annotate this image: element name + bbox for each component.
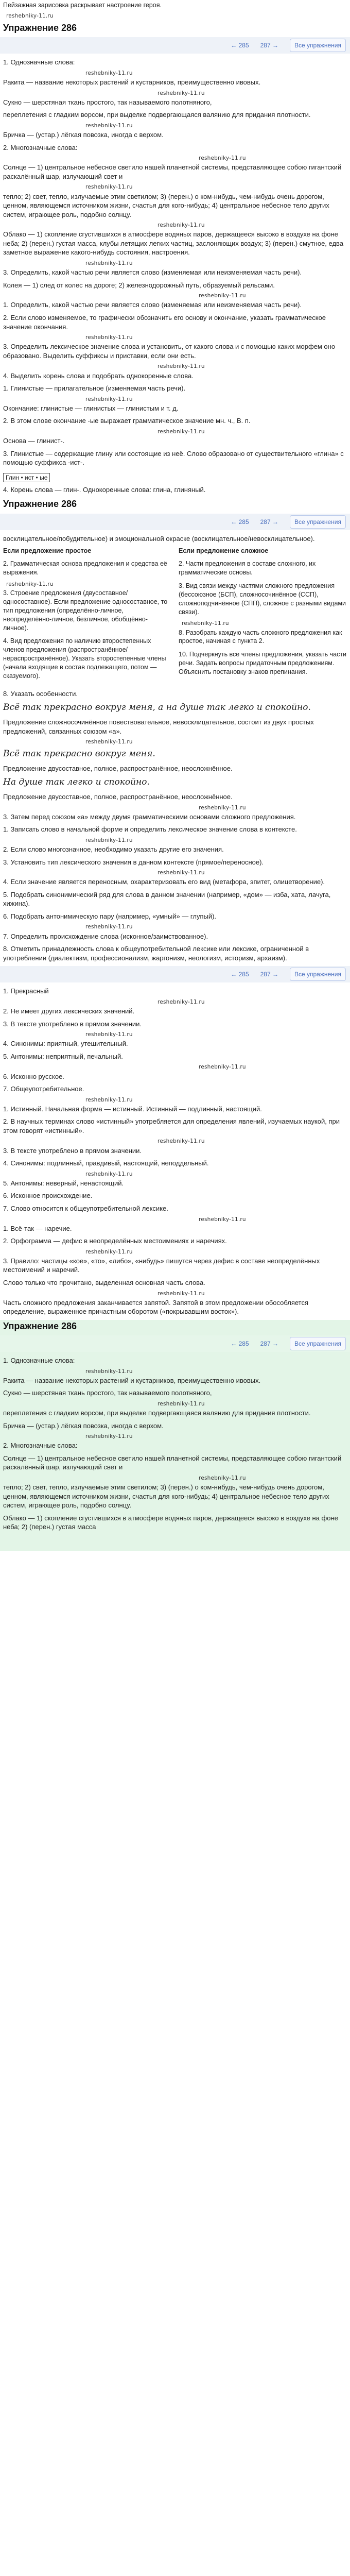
watermark: reshebniky-11.ru: [157, 1138, 205, 1145]
prev-exercise-link[interactable]: ← 285: [231, 1340, 249, 1348]
text-line: тепло; 2) свет, тепло, излучаемые этим светилом; 3) (перен.) о ком-нибудь, чем-нибудь очень дорогом, ценном, являющемся источником жизни, счастья для кого-нибудь; 4) центральное небесное тело других систем, играющее роль, подобно солнцу.: [3, 1483, 329, 1510]
exercise-nav: [0, 37, 350, 54]
exercise-title: Упражнение 286: [3, 23, 77, 33]
watermark: reshebniky-11.ru: [85, 739, 133, 745]
simple-sentence-column: [3, 547, 171, 685]
watermark: reshebniky-11.ru: [6, 581, 54, 587]
text-line: Сукно — шерстяная ткань простого, так называемого полотняного,: [3, 98, 212, 106]
watermark: reshebniky-11.ru: [199, 1475, 246, 1482]
watermark: reshebniky-11.ru: [199, 804, 246, 811]
text-line: Облако — 1) скопление сгустившихся в атмосфере водяных паров, держащееся высоко в воздухе на фоне неба; 2) (перен.) густая масса: [3, 1514, 338, 1531]
text-line: 2. Если слово многозначное, необходимо указать другие его значения.: [3, 845, 224, 853]
text-line: 3. Глинистые — содержащие глину или состоящие из неё. Слово образовано от существительного «глина» с помощью суффикса -ист-.: [3, 449, 344, 467]
watermark: reshebniky-11.ru: [182, 620, 229, 627]
text-line: 10. Подчеркнуть все члены предложения, указать части речи. Задать вопросы придаточным предложениям. Объяснить постановку знаков препинания.: [179, 651, 347, 676]
text-line: тепло; 2) свет, тепло, излучаемые этим светилом; 3) (перен.) о ком-нибудь, чем-нибудь очень дорогом, ценном, являющемся источником жизни, счастья для кого-нибудь; 4) центральное небесное тело других систем, играющее роль, подобно солнцу.: [3, 192, 329, 218]
exercise-section-1: [3, 22, 347, 494]
text-line: 6. Подобрать антонимическую пару (например, «умный» — глупый).: [3, 912, 217, 920]
text-line: 1. Глинистые — прилагательное (изменяемая часть речи).: [3, 384, 186, 393]
watermark: reshebniky-11.ru: [157, 363, 205, 370]
exercise-title: Упражнение 286: [3, 499, 77, 510]
watermark: reshebniky-11.ru: [85, 1368, 133, 1375]
text-line: 5. Антонимы: неверный, ненастоящий.: [3, 1179, 124, 1187]
text-line: Облако — 1) скопление сгустившихся в атмосфере водяных паров, держащееся высоко в воздухе на фоне неба; 2) (перен.) густая масса, клубы летящих легких частиц, заслоняющих воздух; 3) (перен.) смутное, едва заметное выражение какого-нибудь состояния, настроения.: [3, 230, 344, 257]
exercise-section-2: [3, 498, 347, 962]
watermark: reshebniky-11.ru: [85, 1171, 133, 1177]
text-line: Солнце — 1) центральное небесное светило нашей планетной системы, представляющее собою гигантский раскалённый шар, излучающий свет и: [3, 1454, 342, 1471]
text-line: 7. Определить происхождение слова (исконное/заимствованное).: [3, 932, 208, 940]
text-line: 1. Прекрасный: [3, 987, 49, 995]
watermark: reshebniky-11.ru: [85, 1096, 133, 1103]
text-line: 7. Слово относится к общеупотребительной лексике.: [3, 1204, 168, 1212]
watermark: reshebniky-11.ru: [85, 260, 133, 267]
text-line: Солнце — 1) центральное небесное светило нашей планетной системы, представляющее собою гигантский раскалённый шар, излучающий свет и: [3, 163, 342, 180]
text-line: 5. Подобрать синонимический ряд для слова в данном значении (например, «дом» — изба, хата, лачуга, хижина).: [3, 890, 331, 908]
text-line: Ракита — название некоторых растений и кустарников, преимущественно ивовых.: [3, 1376, 261, 1384]
prev-exercise-link[interactable]: ← 285: [231, 518, 249, 526]
all-exercises-button[interactable]: Все упражнения: [290, 39, 346, 52]
text-line: 1. Истинный. Начальная форма — истинный. Истинный — подлинный, настоящий.: [3, 1105, 262, 1113]
text-line: 1. Однозначные слова:: [3, 1357, 75, 1365]
text-line: 3. В тексте употреблено в прямом значении.: [3, 1020, 142, 1028]
handwritten-sentence: На душе так легко и спокойно.: [3, 777, 150, 788]
text-line: Предложение двусоставное, полное, распространённое, неосложнённое.: [3, 764, 233, 772]
text-line: 2. Грамматическая основа предложения и средства её выражения.: [3, 560, 167, 577]
text-line: 3. Определить, какой частью речи является слово (изменяемая или неизменяемая часть речи).: [3, 268, 302, 277]
watermark: reshebniky-11.ru: [85, 184, 133, 191]
watermark: reshebniky-11.ru: [199, 1064, 246, 1071]
text-line: 3. Определить лексическое значение слова и установить, от какого слова и с помощью каких морфем оно образовано. Выделить суффиксы и приставки, если они есть.: [3, 343, 336, 360]
exercise-title: Упражнение 286: [3, 1320, 77, 1331]
text-line: 8. Разобрать каждую часть сложного предложения как простое, начиная с пункта 2.: [179, 629, 342, 645]
text-line: 4. Вид предложения по наличию второстепенных членов предложения (распространённое/нераспространённое). Указать второстепенные члены (начала входящие в состав подлежащего, потом — сказуемого).: [3, 637, 166, 680]
text-line: 3. В тексте употреблено в прямом значении.: [3, 1146, 142, 1155]
exercise-nav: [0, 966, 350, 982]
watermark: reshebniky-11.ru: [157, 870, 205, 876]
text-line: Бричка — (устар.) лёгкая повозка, иногда с верхом.: [3, 1421, 164, 1430]
prev-exercise-link[interactable]: ← 285: [231, 42, 249, 49]
watermark: reshebniky-11.ru: [157, 1290, 205, 1297]
text-line: 2. Части предложения в составе сложного, их грамматические основы.: [179, 560, 316, 577]
complex-sentence-column: [179, 547, 347, 685]
watermark: reshebniky-11.ru: [85, 1031, 133, 1038]
all-exercises-button[interactable]: Все упражнения: [290, 1337, 346, 1350]
text-line: 1. Определить, какой частью речи является слово (изменяемая или неизменяемая часть речи).: [3, 301, 302, 309]
text-line: Предложение сложносочинённое повествовательное, невосклицательное, состоит из двух простых предложений, связанных союзом «а».: [3, 718, 314, 735]
text-line: 2. В этом слове окончание -ые выражает грамматическое значение мн. ч., В. п.: [3, 417, 251, 425]
watermark: reshebniky-11.ru: [85, 1248, 133, 1255]
next-exercise-link[interactable]: 287 →: [260, 518, 278, 526]
prev-exercise-link[interactable]: ← 285: [231, 971, 249, 978]
text-line: Основа — глинист-.: [3, 437, 65, 445]
text-line: 5. Антонимы: неприятный, печальный.: [3, 1052, 123, 1060]
text-line: 4. Если значение является переносным, охарактеризовать его вид (метафора, эпитет, олицетворение).: [3, 878, 325, 886]
watermark: reshebniky-11.ru: [157, 998, 205, 1005]
watermark: reshebniky-11.ru: [199, 293, 246, 299]
text-line: 2. Орфограмма — дефис в неопределённых местоимениях и наречиях.: [3, 1237, 227, 1245]
text-line: 1. Однозначные слова:: [3, 58, 75, 66]
watermark: reshebniky-11.ru: [199, 155, 246, 162]
text-line: 8. Отметить принадлежность слова к общеупотребительной лексике или лексике, ограниченной в употреблении (диалектизм, профессионализм, жаргонизм, неологизм, историзм, архаизм).: [3, 945, 309, 962]
intro-line: Пейзажная зарисовка раскрывает настроение героя.: [3, 2, 162, 9]
text-line: 4. Корень слова — глин-. Однокоренные слова: глина, глиняный.: [3, 485, 206, 494]
next-exercise-link[interactable]: 287 →: [260, 42, 278, 49]
text-line: 7. Общеупотребительное.: [3, 1085, 84, 1093]
text-line: 2. Не имеет других лексических значений.: [3, 1007, 135, 1015]
watermark: reshebniky-11.ru: [199, 1216, 246, 1223]
text-line: 1. Всё-так — наречие.: [3, 1224, 72, 1232]
text-line: Бричка — (устар.) лёгкая повозка, иногда с верхом.: [3, 131, 164, 139]
text-line: 8. Указать особенности.: [3, 689, 78, 698]
analysis-columns: [3, 547, 347, 685]
text-line: восклицательное/побудительное) и эмоциональной окраске (восклицательное/невосклицательное).: [3, 534, 315, 543]
text-line: 2. Многозначные слова:: [3, 1442, 78, 1450]
next-exercise-link[interactable]: 287 →: [260, 1340, 278, 1348]
text-line: Предложение двусоставное, полное, распространённое, неосложнённое.: [3, 793, 233, 801]
all-exercises-button[interactable]: Все упражнения: [290, 968, 346, 981]
watermark: reshebniky-11.ru: [85, 1433, 133, 1440]
text-line: 3. Установить тип лексического значения в данном контексте (прямое/переносное).: [3, 858, 264, 866]
text-line: 2. Многозначные слова:: [3, 143, 78, 151]
all-exercises-button[interactable]: Все упражнения: [290, 515, 346, 529]
word-scheme: Глин • ист • ые: [3, 473, 50, 482]
exercise-section-4: [0, 1320, 350, 1551]
text-line: переплетения с гладким ворсом, при выделке подвергающаяся валянию для придания плотности.: [3, 1409, 311, 1417]
watermark: reshebniky-11.ru: [6, 12, 54, 19]
column-heading: Если предложение простое: [3, 547, 92, 555]
watermark: reshebniky-11.ru: [85, 122, 133, 129]
text-line: 3. Вид связи между частями сложного предложения (бессоюзное (БСП), сложносочинённое (ССП), сложноподчинённое (СПП), сложное с разными видами связи).: [179, 582, 346, 616]
watermark: reshebniky-11.ru: [85, 837, 133, 843]
text-line: Колея — 1) след от колес на дороге; 2) железнодорожный путь, образуемый рельсами.: [3, 281, 275, 289]
watermark: reshebniky-11.ru: [85, 70, 133, 76]
text-line: Слово только что прочитано, выделенная основная часть слова.: [3, 1279, 205, 1287]
text-line: Часть сложного предложения заканчивается запятой. Запятой в этом предложении обособляется определение, выраженное причастным оборотом («покрывавшим восток»).: [3, 1298, 309, 1316]
text-line: 4. Синонимы: приятный, утешительный.: [3, 1040, 128, 1048]
column-heading: Если предложение сложное: [179, 547, 269, 555]
text-line: 3. Затем перед союзом «а» между двумя грамматическими основами сложного предложения.: [3, 812, 296, 821]
text-line: 6. Исконное происхождение.: [3, 1192, 93, 1200]
text-line: 3. Правило: частицы «кое», «то», «либо», «нибудь» пишутся через дефис в составе неопределённых местоимений и наречий.: [3, 1257, 320, 1274]
text-line: 1. Записать слово в начальной форме и определить лексическое значение слова в контексте.: [3, 825, 297, 834]
text-line: 6. Исконно русское.: [3, 1072, 64, 1080]
text-line: 2. Если слово изменяемое, то графически обозначить его основу и окончание, указать грамматическое значение окончания.: [3, 314, 326, 331]
watermark: reshebniky-11.ru: [157, 1400, 205, 1407]
exercise-nav: [0, 1335, 350, 1352]
watermark: reshebniky-11.ru: [85, 334, 133, 341]
text-line: 4. Синонимы: подлинный, правдивый, настоящий, неподдельный.: [3, 1159, 209, 1167]
watermark: reshebniky-11.ru: [157, 428, 205, 435]
next-exercise-link[interactable]: 287 →: [260, 971, 278, 978]
text-line: Сукно — шерстяная ткань простого, так называемого полотняного,: [3, 1389, 212, 1397]
text-line: Ракита — название некоторых растений и кустарников, преимущественно ивовых.: [3, 78, 261, 87]
exercise-section-3: [3, 966, 347, 1316]
text-line: 4. Выделить корень слова и подобрать однокоренные слова.: [3, 371, 194, 380]
watermark: reshebniky-11.ru: [157, 90, 205, 96]
text-line: переплетения с гладким ворсом, при выделке подвергающаяся валянию для придания плотности.: [3, 111, 311, 119]
text-line: Окончание: глинистые — глинистых — глинистым и т. д.: [3, 404, 179, 412]
exercise-nav: [0, 514, 350, 530]
watermark: reshebniky-11.ru: [85, 924, 133, 930]
handwritten-sentence: Всё так прекрасно вокруг меня.: [3, 748, 155, 759]
watermark: reshebniky-11.ru: [157, 222, 205, 229]
text-line: 2. В научных терминах слово «истинный» употребляется для определения явлений, изучаемых наукой, при этом говорят «истинный».: [3, 1117, 340, 1134]
handwritten-sentence: Всё так прекрасно вокруг меня, а на душе так легко и спокойно.: [3, 702, 311, 713]
watermark: reshebniky-11.ru: [85, 396, 133, 402]
page: [0, 1, 350, 1551]
text-line: 3. Строение предложения (двусоставное/односоставное). Если предложение односоставное, то тип предложения (определённо-личное, неопределённо-личное, безличное, обобщённо-личное).: [3, 589, 168, 632]
